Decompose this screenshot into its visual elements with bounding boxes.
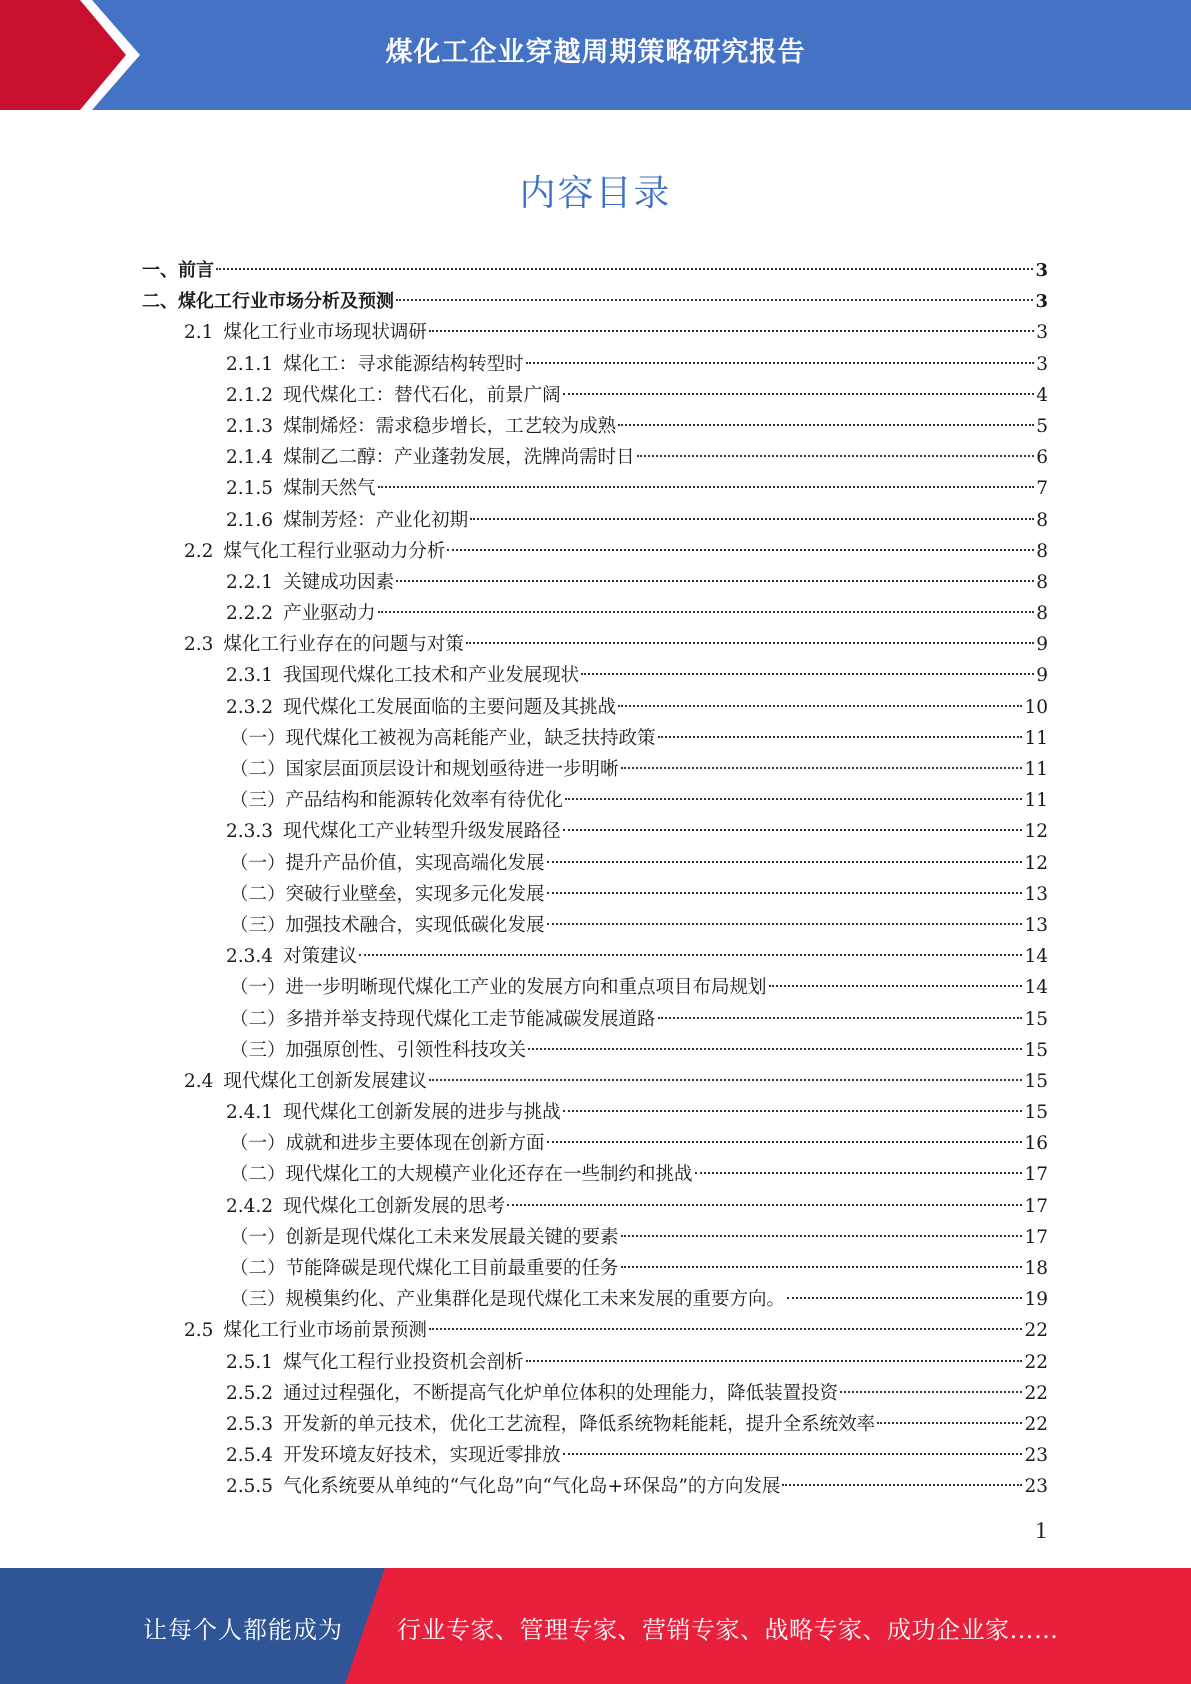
toc-dot-leader [359,954,1022,956]
toc-entry-label: （三）规模集约化、产业集群化是现代煤化工未来发展的重要方向。 [230,1289,786,1311]
toc-entry-label: （一）创新是现代煤化工未来发展最关键的要素 [230,1226,619,1248]
toc-entry-number: 2.4.2 [226,1195,274,1217]
toc-dot-leader [877,1422,1022,1424]
toc-entry-page: 11 [1024,759,1048,780]
toc-entry[interactable] [142,1004,1048,1035]
toc-entry-label: 煤气化工程行业驱动力分析 [223,540,446,562]
toc-entry[interactable] [142,1347,1048,1378]
toc-entry-page: 15 [1024,1070,1048,1092]
toc-entry-number: 2.3.3 [226,821,274,843]
toc-dot-leader [618,705,1022,707]
toc-entry-label: 煤制烯烃：需求稳步增长，工艺较为成熟 [283,415,617,437]
toc-entry[interactable] [142,1471,1048,1502]
toc-entry[interactable] [142,660,1048,691]
toc-entry-page: 14 [1024,946,1048,968]
toc-entry-page: 8 [1036,540,1048,562]
toc-entry-page: 17 [1024,1195,1048,1217]
toc-entry-page: 9 [1036,665,1048,687]
toc-entry-page: 3 [1036,353,1048,375]
toc-dot-leader [840,1391,1022,1393]
toc-entry[interactable] [142,505,1048,536]
toc-entry-page: 3 [1035,291,1048,313]
toc-entry-page: 12 [1024,821,1048,843]
toc-entry-number: 2.5.1 [226,1351,274,1373]
toc-entry-page: 22 [1024,1320,1048,1342]
toc-dot-leader [547,1141,1023,1143]
toc-entry[interactable] [142,1128,1048,1159]
toc-dot-leader [563,829,1023,831]
toc-entry-number: 2.5.4 [226,1445,274,1467]
page-number: 1 [1035,1518,1047,1544]
toc-dot-leader [216,268,1033,270]
toc-entry-label: 煤化工：寻求能源结构转型时 [283,353,524,375]
toc-entry[interactable] [142,972,1048,1003]
toc-entry[interactable] [142,785,1048,816]
toc-entry-number: 2.1 [184,322,214,344]
toc-entry-label: 煤化工行业市场前景预测 [223,1320,427,1342]
toc-entry-label: 现代煤化工产业转型升级发展路径 [283,821,561,843]
toc-dot-leader [695,1172,1023,1174]
toc-dot-leader [621,767,1023,769]
toc-entry-page: 22 [1024,1413,1048,1435]
toc-entry-number: 2.1.3 [226,415,274,437]
toc-entry-label: （一）进一步明晰现代煤化工产业的发展方向和重点项目布局规划 [230,977,767,999]
toc-entry[interactable] [142,536,1048,567]
toc-dot-leader [581,673,1034,675]
toc-entry-label: 开发环境友好技术，实现近零排放 [283,1445,561,1467]
toc-entry-label: （一）现代煤化工被视为高耗能产业，缺乏扶持政策 [230,727,656,749]
toc-entry-label: 二、煤化工行业市场分析及预测 [142,291,394,313]
toc-entry-label: （三）产品结构和能源转化效率有待优化 [230,790,564,812]
toc-entry-number: 2.5 [184,1320,214,1342]
toc-entry-label: （二）突破行业壁垒，实现多元化发展 [230,883,545,905]
toc-entry-number: 2.1.6 [226,509,274,531]
toc-entry-label: 现代煤化工创新发展的进步与挑战 [283,1102,561,1124]
toc-dot-leader [563,1110,1023,1112]
toc-entry-page: 3 [1035,260,1048,281]
toc-entry-number: 2.2.2 [226,603,274,625]
toc-entry-number: 2.2 [184,540,214,562]
toc-entry[interactable] [142,567,1048,598]
toc-entry[interactable] [142,754,1048,785]
toc-dot-leader [396,580,1034,582]
toc-entry-label: 煤气化工程行业投资机会剖析 [283,1351,524,1373]
toc-dot-leader [470,518,1034,520]
toc-entry[interactable] [142,1222,1048,1253]
toc-dot-leader [547,892,1023,894]
toc-entry-page: 18 [1024,1258,1048,1279]
toc-entry-page: 8 [1036,603,1048,625]
page-header [0,0,1191,110]
toc-entry-page: 8 [1036,571,1048,593]
toc-entry-page: 23 [1024,1476,1048,1498]
toc-entry-page: 9 [1036,634,1048,656]
toc-entry[interactable] [142,1253,1048,1284]
toc-entry-number: 2.2.1 [226,571,274,593]
report-title: 煤化工企业穿越周期策略研究报告 [385,37,806,68]
toc-dot-leader [565,798,1022,800]
toc-dot-leader [547,861,1023,863]
toc-entry-page: 6 [1036,447,1048,469]
toc-entry-label: 煤化工行业存在的问题与对策 [223,634,464,656]
toc-entry[interactable] [142,816,1048,847]
toc-entry-page: 15 [1024,1102,1048,1124]
toc-entry[interactable] [142,1440,1048,1471]
toc-dot-leader [378,611,1035,613]
toc-dot-leader [769,985,1023,987]
toc-entry[interactable] [142,255,1048,286]
toc-entry-page: 10 [1024,696,1048,718]
toc-entry-label: （一）成就和进步主要体现在创新方面 [230,1133,545,1155]
toc-entry-number: 2.1.5 [226,478,274,500]
page-footer [0,1568,1191,1684]
footer-slogan-left: 让每个人都能成为 [143,1616,343,1644]
toc-entry-label: 对策建议 [283,946,358,968]
toc-entry-page: 13 [1024,883,1048,905]
toc-dot-leader [563,393,1035,395]
toc-dot-leader [396,299,1033,301]
toc-entry-page: 5 [1036,415,1048,437]
toc-entry-page: 12 [1024,852,1048,874]
toc-entry-page: 3 [1036,322,1048,344]
toc-entry-label: 煤制乙二醇：产业蓬勃发展，洗牌尚需时日 [283,447,635,469]
toc-dot-leader [618,424,1034,426]
toc-dot-leader [547,923,1023,925]
toc-entry[interactable] [142,380,1048,411]
toc-entry-label: 我国现代煤化工技术和产业发展现状 [283,665,580,687]
toc-dot-leader [378,486,1035,488]
toc-entry-label: （二）多措并举支持现代煤化工走节能减碳发展道路 [230,1008,656,1030]
toc-dot-leader [621,1235,1023,1237]
toc-entry[interactable] [142,1409,1048,1440]
toc-entry-page: 15 [1024,1039,1048,1061]
toc-dot-leader [526,362,1035,364]
toc-dot-leader [782,1484,1022,1486]
toc-entry[interactable] [142,723,1048,754]
toc-entry[interactable] [142,1159,1048,1190]
toc-dot-leader [466,642,1034,644]
toc-entry-label: 关键成功因素 [283,571,395,593]
toc-entry-page: 15 [1024,1008,1048,1030]
toc-entry-number: 2.3 [184,634,214,656]
toc-entry-page: 11 [1024,790,1048,812]
footer-slogan-right: 行业专家、管理专家、营销专家、战略专家、成功企业家…… [397,1616,1059,1644]
toc-entry-label: 产业驱动力 [283,603,376,625]
toc-entry-label: 煤制天然气 [283,478,376,500]
toc-entry-label: 通过过程强化，不断提高气化炉单位体积的处理能力，降低装置投资 [283,1382,839,1404]
toc-entry-page: 14 [1024,977,1048,999]
toc-entry-page: 11 [1024,727,1048,749]
toc-entry-label: （二）节能降碳是现代煤化工目前最重要的任务 [230,1258,619,1279]
toc-entry-page: 16 [1024,1133,1048,1155]
toc-dot-leader [621,1266,1023,1268]
toc-entry-number: 2.3.1 [226,665,274,687]
toc-entry-number: 2.4 [184,1070,214,1092]
toc-entry-number: 2.5.3 [226,1413,274,1435]
toc-entry[interactable] [142,1378,1048,1409]
toc-entry-page: 17 [1024,1164,1048,1186]
toc-dot-leader [526,1360,1023,1362]
toc-dot-leader [528,1048,1022,1050]
toc-entry-page: 23 [1024,1445,1048,1467]
toc-heading: 内容目录 [519,173,672,214]
toc-dot-leader [507,1204,1022,1206]
toc-entry-label: 煤制芳烃：产业化初期 [283,509,469,531]
table-of-contents [142,255,1048,1503]
toc-entry-label: （三）加强技术融合，实现低碳化发展 [230,914,545,936]
toc-entry-label: 开发新的单元技术，优化工艺流程，降低系统物耗能耗，提升全系统效率 [283,1413,876,1435]
toc-entry[interactable] [142,598,1048,629]
toc-entry-label: 现代煤化工发展面临的主要问题及其挑战 [283,696,617,718]
toc-entry-page: 7 [1036,478,1048,500]
toc-dot-leader [637,455,1035,457]
toc-entry[interactable] [142,1191,1048,1222]
toc-entry-number: 2.3.2 [226,696,274,718]
toc-entry-label: （二）现代煤化工的大规模产业化还存在一些制约和挑战 [230,1164,693,1186]
toc-dot-leader [658,1017,1023,1019]
toc-entry-label: 煤化工行业市场现状调研 [223,322,427,344]
toc-entry-label: 一、前言 [142,260,214,281]
toc-entry-label: 气化系统要从单纯的“气化岛”向“气化岛+环保岛”的方向发展 [283,1476,781,1498]
toc-entry[interactable] [142,941,1048,972]
toc-dot-leader [787,1297,1022,1299]
toc-entry-number: 2.4.1 [226,1102,274,1124]
toc-dot-leader [429,1328,1023,1330]
toc-entry-page: 22 [1024,1382,1048,1404]
toc-entry-page: 17 [1024,1226,1048,1248]
toc-entry[interactable] [142,879,1048,910]
toc-entry[interactable] [142,1066,1048,1097]
toc-entry[interactable] [142,473,1048,504]
toc-entry[interactable] [142,317,1048,348]
toc-entry-page: 13 [1024,914,1048,936]
toc-entry-page: 4 [1036,384,1048,406]
toc-entry[interactable] [142,1315,1048,1346]
toc-entry-label: 现代煤化工创新发展的思考 [283,1195,506,1217]
toc-entry[interactable] [142,349,1048,380]
toc-entry-number: 2.3.4 [226,946,274,968]
toc-entry[interactable] [142,286,1048,317]
toc-entry-label: （三）加强原创性、引领性科技攻关 [230,1039,527,1061]
toc-entry-page: 22 [1024,1351,1048,1373]
toc-entry-number: 2.1.4 [226,447,274,469]
toc-entry-page: 19 [1024,1289,1048,1311]
toc-entry-number: 2.5.5 [226,1476,274,1498]
toc-entry-label: 现代煤化工创新发展建议 [223,1070,427,1092]
toc-entry-page: 8 [1036,509,1048,531]
toc-entry[interactable] [142,910,1048,941]
toc-entry[interactable] [142,411,1048,442]
toc-entry[interactable] [142,442,1048,473]
toc-entry-number: 2.1.1 [226,353,274,375]
toc-dot-leader [563,1453,1023,1455]
toc-entry[interactable] [142,629,1048,660]
toc-dot-leader [658,736,1023,738]
toc-entry[interactable] [142,692,1048,723]
toc-entry-number: 2.1.2 [226,384,274,406]
toc-entry[interactable] [142,1284,1048,1315]
toc-entry-number: 2.5.2 [226,1382,274,1404]
toc-entry[interactable] [142,1035,1048,1066]
toc-dot-leader [429,1079,1023,1081]
toc-dot-leader [429,330,1034,332]
toc-entry-label: （二）国家层面顶层设计和规划亟待进一步明晰 [230,759,619,780]
toc-entry[interactable] [142,1097,1048,1128]
toc-entry-label: 现代煤化工：替代石化，前景广阔 [283,384,561,406]
toc-entry-label: （一）提升产品价值，实现高端化发展 [230,852,545,874]
toc-dot-leader [447,549,1034,551]
toc-entry[interactable] [142,848,1048,879]
